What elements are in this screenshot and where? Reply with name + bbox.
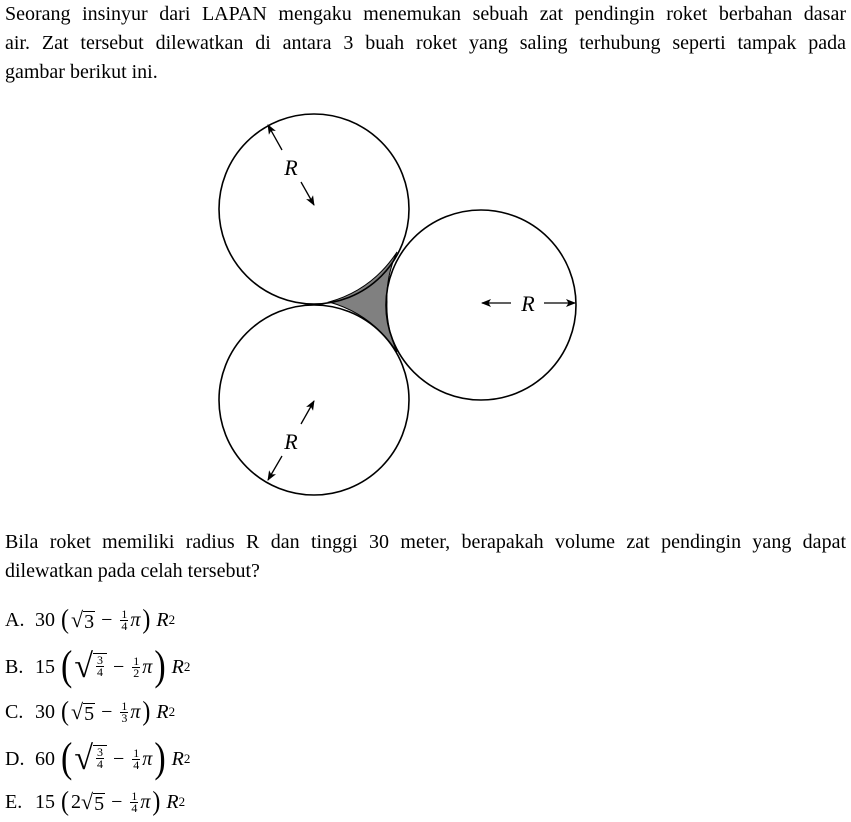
pi-symbol: π	[140, 790, 151, 813]
open-paren: (	[61, 643, 73, 690]
coefficient: 15	[35, 655, 55, 678]
inner-coefficient: 2	[71, 790, 81, 813]
radius-symbol: R	[166, 790, 179, 813]
fraction	[132, 745, 140, 772]
option-letter: E.	[5, 790, 23, 813]
question-text	[5, 528, 846, 586]
option-letter: C.	[5, 700, 24, 723]
square-root: √ $\frac{3}{4}$	[74, 742, 107, 776]
option-expression: 30 ( √ 3 − $\frac{1}{4}$ π ) R 2	[35, 604, 176, 635]
intro-line-2: air. Zat tersebut dilewatkan di antara 3 buah roket yang saling terhubung seperti tampak pada	[5, 32, 846, 54]
radicand	[93, 745, 107, 770]
right-radius-label: R	[521, 291, 535, 316]
close-paren: )	[142, 604, 151, 635]
rocket-circle-bottom	[219, 305, 409, 495]
option-letter: B.	[5, 655, 24, 678]
radicand-numerator: 3	[97, 653, 103, 667]
square-root: √ 5	[81, 788, 105, 815]
exponent: 2	[183, 659, 191, 674]
radius-symbol: R	[156, 700, 169, 723]
top-radius-arrow-up	[268, 125, 282, 150]
fraction-denominator: 4	[133, 757, 140, 772]
open-paren: (	[61, 604, 69, 635]
open-paren: (	[61, 696, 69, 727]
radicand: 5	[94, 792, 105, 815]
radicand: 3	[84, 610, 95, 633]
intro-line-1: Seorang insinyur dari LAPAN mengaku menemukan sebuah zat pendingin roket berbahan dasar	[5, 3, 846, 25]
pi-symbol: π	[130, 700, 141, 723]
rocket-circle-right	[386, 210, 576, 400]
fraction-denominator: 2	[133, 665, 140, 680]
option-letter: A.	[5, 608, 25, 631]
exponent: 2	[168, 704, 176, 719]
pi-symbol: π	[142, 655, 153, 678]
radius-symbol: R	[171, 655, 184, 678]
option-expression: 15 ( √ $\frac{3}{4}$ − $\frac{1}{2}$ π ) R 2	[35, 643, 191, 690]
answer-option-b[interactable]	[5, 643, 191, 690]
fraction-denominator: 4	[131, 800, 138, 815]
square-root: √ 3	[71, 606, 95, 633]
open-paren: (	[61, 786, 69, 817]
bottom-radius-label: R	[284, 429, 298, 454]
fraction	[120, 698, 128, 725]
fraction-numerator: 1	[133, 745, 140, 760]
top-radius-arrow-down	[301, 182, 314, 205]
option-expression: 60 ( √ $\frac{3}{4}$ − $\frac{1}{4}$ π ) R 2	[35, 735, 191, 782]
question-line-2: dilewatkan pada celah tersebut?	[5, 560, 260, 582]
exponent: 2	[168, 612, 176, 627]
fraction-numerator: 1	[131, 788, 138, 803]
fraction-numerator: 1	[133, 653, 140, 668]
pi-symbol: π	[130, 608, 141, 631]
intro-line-3: gambar berikut ini.	[5, 61, 158, 83]
close-paren: )	[152, 786, 161, 817]
radius-symbol: R	[156, 608, 169, 631]
fraction	[132, 653, 140, 680]
answer-option-c[interactable]	[5, 696, 175, 728]
fraction-numerator: 1	[121, 606, 128, 621]
bottom-radius-arrow-down	[268, 456, 282, 480]
coefficient: 30	[35, 608, 55, 631]
radicand-numerator: 3	[97, 745, 103, 759]
exponent: 2	[178, 794, 186, 809]
close-paren: )	[154, 643, 166, 690]
fraction	[130, 788, 138, 815]
coefficient: 15	[35, 790, 55, 813]
option-expression: 30 ( √ 5 − $\frac{1}{3}$ π ) R 2	[35, 696, 176, 727]
fraction	[120, 606, 128, 633]
option-letter: D.	[5, 747, 25, 770]
exponent: 2	[183, 751, 191, 766]
radicand-denominator: 4	[97, 757, 103, 771]
fraction-denominator: 3	[121, 710, 128, 725]
square-root: √ $\frac{3}{4}$	[74, 650, 107, 684]
fraction-denominator: 4	[121, 618, 128, 633]
answer-option-a[interactable]	[5, 604, 175, 636]
answer-option-e[interactable]	[5, 786, 185, 818]
top-radius-label: R	[284, 155, 298, 180]
question-line-1: Bila roket memiliki radius R dan tinggi 30 meter, berapakah volume zat pendingin yang dapat	[5, 531, 846, 553]
square-root: √ 5	[71, 698, 95, 725]
coefficient: 60	[35, 747, 55, 770]
close-paren: )	[142, 696, 151, 727]
radicand-denominator: 4	[97, 665, 103, 679]
pi-symbol: π	[142, 747, 153, 770]
close-paren: )	[154, 735, 166, 782]
radicand: 5	[84, 702, 95, 725]
option-expression: 15 ( 2 √ 5 − $\frac{1}{4}$ π ) R 2	[35, 786, 186, 817]
bottom-radius-arrow-up	[301, 401, 314, 424]
radicand	[93, 653, 107, 678]
radius-symbol: R	[171, 747, 184, 770]
coefficient: 30	[35, 700, 55, 723]
fraction-numerator: 1	[121, 698, 128, 713]
answer-option-d[interactable]	[5, 735, 191, 782]
open-paren: (	[61, 735, 73, 782]
